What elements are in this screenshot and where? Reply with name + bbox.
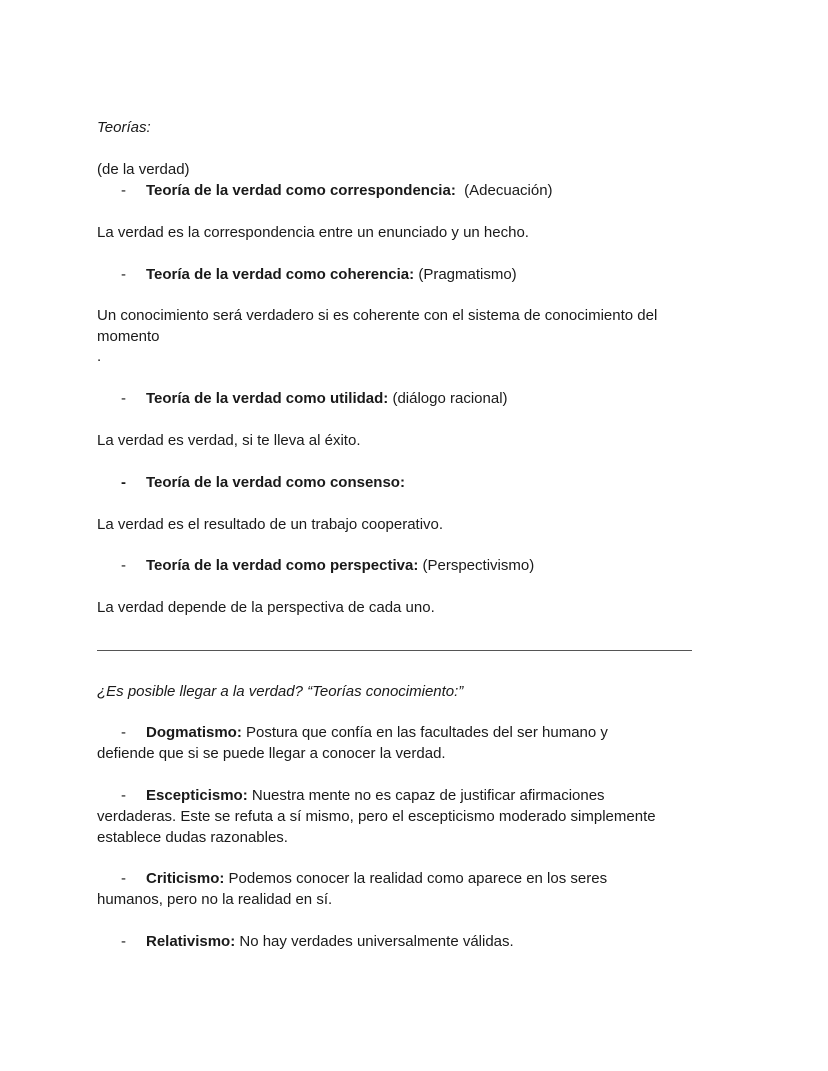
knowledge-text: Nuestra mente no es capaz de justificar afirmaciones [247,787,605,804]
knowledge-text: Postura que confía en las facultades del ser humano y [241,724,608,741]
theory-description: Un conocimiento será verdadero si es coherente con el sistema de conocimiento del [97,307,658,324]
theory-title: Teoría de la verdad como coherencia: [146,266,415,283]
bullet-dash: - [121,870,126,887]
section-subheading: (de la verdad) [97,161,190,178]
knowledge-term: Criticismo: [146,870,225,887]
list-item [97,868,727,910]
list-item [97,931,727,952]
theory-title: Teoría de la verdad como correspondencia: [146,182,456,199]
bullet-dash: - [121,557,126,574]
knowledge-text-continued: humanos, pero no la realidad en sí. [97,891,333,908]
theory-note: (Adecuación) [464,182,553,199]
bullet-dash: - [121,390,126,407]
theory-title: Teoría de la verdad como perspectiva: [146,557,419,574]
theory-description-continued: momento [97,328,160,345]
knowledge-text: Podemos conocer la realidad como aparece en los seres [224,870,608,887]
theory-title: Teoría de la verdad como utilidad: [146,390,389,407]
theory-description: La verdad depende de la perspectiva de cada uno. [97,599,435,616]
theory-description: La verdad es verdad, si te lleva al éxito. [97,432,361,449]
bullet-dash: - [121,182,126,199]
horizontal-divider [97,650,692,651]
theory-description: La verdad es la correspondencia entre un enunciado y un hecho. [97,224,529,241]
theory-note: (diálogo racional) [392,390,508,407]
bullet-dash: - [121,933,126,950]
knowledge-term: Dogmatismo: [146,724,242,741]
bullet-dash: - [121,724,126,741]
knowledge-text-continued: defiende que si se puede llegar a conocer la verdad. [97,745,446,762]
knowledge-text-continued: establece dudas razonables. [97,829,288,846]
stray-dot: . [97,348,102,365]
question-heading: ¿Es posible llegar a la verdad? “Teorías conocimiento:” [97,683,464,700]
bullet-dash: - [121,474,126,491]
theory-note: (Perspectivismo) [422,557,535,574]
list-item [97,785,727,848]
bullet-dash: - [121,266,126,283]
theory-description: La verdad es el resultado de un trabajo cooperativo. [97,516,444,533]
section-heading: Teorías: [97,119,151,136]
theory-title: Teoría de la verdad como consenso: [146,474,405,491]
bullet-dash: - [121,787,126,804]
theory-note: (Pragmatismo) [418,266,517,283]
knowledge-term: Escepticismo: [146,787,248,804]
knowledge-term: Relativismo: [146,933,236,950]
knowledge-text-continued: verdaderas. Este se refuta a sí mismo, pero el escepticismo moderado simplemente [97,808,656,825]
knowledge-text: No hay verdades universalmente válidas. [235,933,514,950]
list-item [97,722,727,764]
